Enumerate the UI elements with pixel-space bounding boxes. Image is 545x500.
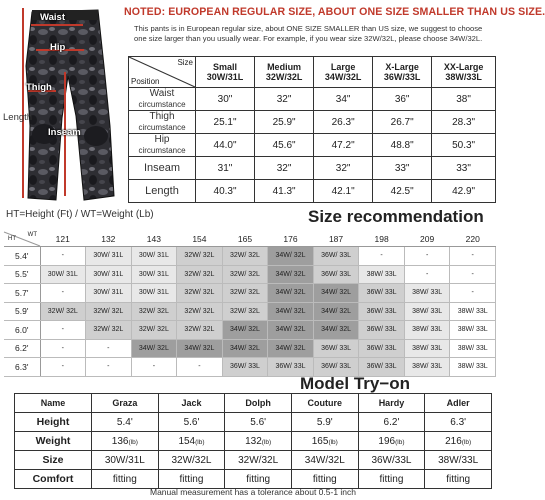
tryon-cell: 196(lb) <box>358 432 425 451</box>
size-col-large: Large 34W/32L <box>314 57 373 88</box>
rec-cell: 36W/ 33L <box>268 358 314 377</box>
tryon-cell: 5.9' <box>291 413 358 432</box>
tryon-cell: 5.6' <box>158 413 225 432</box>
rec-cell: - <box>40 247 86 266</box>
size-row-thigh: Thigh circumstance 25.1" 25.9" 26.3" 26.7" 28.3" <box>129 111 496 134</box>
tryon-cell: 5.4' <box>92 413 159 432</box>
model-name: Dolph <box>225 394 292 413</box>
rec-cell: 36W/ 33L <box>313 358 359 377</box>
rec-weight-header: 154 <box>177 232 223 247</box>
model-name: Adler <box>425 394 492 413</box>
tryon-cell: fitting <box>225 470 292 489</box>
rec-cell: 30W/ 31L <box>86 284 132 303</box>
rec-corner: HT WT <box>4 232 40 247</box>
tryon-cell: 32W/32L <box>225 451 292 470</box>
tryon-cell: fitting <box>158 470 225 489</box>
rec-cell: 38W/ 33L <box>404 321 450 340</box>
tryon-cell: 6.3' <box>425 413 492 432</box>
rec-cell: 38W/ 33L <box>359 265 405 284</box>
tryon-row <box>15 432 492 451</box>
rec-cell: 34W/ 32L <box>268 339 314 358</box>
rec-row <box>4 321 496 340</box>
size-row-length: Length 40.3" 41.3" 42.1" 42.5" 42.9" <box>129 180 496 203</box>
rec-cell: 34W/ 32L <box>313 321 359 340</box>
rec-cell: 34W/ 32L <box>177 339 223 358</box>
camo-pants-image <box>18 6 116 202</box>
model-name: Graza <box>92 394 159 413</box>
rec-row <box>4 265 496 284</box>
rec-cell: 36W/ 33L <box>313 265 359 284</box>
tryon-cell: 136(lb) <box>92 432 159 451</box>
rec-height-label: 6.0' <box>4 321 40 340</box>
tryon-row-label: Height <box>15 413 92 432</box>
tryon-cell: 30W/31L <box>92 451 159 470</box>
rec-height-label: 6.3' <box>4 358 40 377</box>
rec-cell: 32W/ 32L <box>86 302 132 321</box>
rec-weight-header: 209 <box>404 232 450 247</box>
rec-cell: 32W/ 32L <box>222 302 268 321</box>
rec-cell: - <box>131 358 177 377</box>
inseam-label: Inseam <box>48 127 81 138</box>
rec-weight-header: 198 <box>359 232 405 247</box>
rec-cell: - <box>40 358 86 377</box>
rec-cell: - <box>40 339 86 358</box>
rec-cell: 36W/ 33L <box>359 302 405 321</box>
model-tryon-title: Model Try−on <box>300 374 411 393</box>
rec-cell: 30W/ 31L <box>86 247 132 266</box>
tryon-cell: 6.2' <box>358 413 425 432</box>
rec-weight-header: 121 <box>40 232 86 247</box>
rec-cell: 34W/ 32L <box>268 265 314 284</box>
rec-height-label: 6.2' <box>4 339 40 358</box>
model-name: Hardy <box>358 394 425 413</box>
rec-cell: 36W/ 33L <box>313 247 359 266</box>
rec-cell: - <box>450 284 496 303</box>
rec-cell: 38W/ 33L <box>450 358 496 377</box>
rec-cell: 32W/ 32L <box>131 302 177 321</box>
tryon-row <box>15 451 492 470</box>
rec-row <box>4 339 496 358</box>
length-label: Length <box>3 112 33 123</box>
rec-cell: 32W/ 32L <box>177 247 223 266</box>
rec-cell: 34W/ 32L <box>222 321 268 340</box>
rec-height-label: 5.5' <box>4 265 40 284</box>
notice-title: NOTED: EUROPEAN REGULAR SIZE, ABOUT ONE SIZE SMALLER THAN US SIZE. <box>124 6 545 18</box>
hip-label: Hip <box>50 42 66 53</box>
rec-cell: 36W/ 33L <box>359 321 405 340</box>
rec-cell: - <box>450 265 496 284</box>
size-row-waist: Waist circumstance 30" 32" 34" 36" 38" <box>129 88 496 111</box>
rec-cell: 30W/ 31L <box>86 265 132 284</box>
rec-cell: 32W/ 32L <box>177 321 223 340</box>
notice-body: This pants is in European regular size, about ONE SIZE SMALLER than US size, we suggest to choose one size larger than you usually wear. For example, if you wear size 32W/32L, please choose 34W/32L. <box>134 24 483 43</box>
tryon-header-row <box>15 394 492 413</box>
thigh-label: Thigh <box>26 82 52 93</box>
model-name: Couture <box>291 394 358 413</box>
rec-cell: 32W/ 32L <box>40 302 86 321</box>
tolerance-footnote: Manual measurement has a tolerance about 0.5-1 inch <box>150 487 357 497</box>
length-measure-line <box>22 8 24 198</box>
size-row-inseam: Inseam 31" 32" 32" 33" 33" <box>129 157 496 180</box>
rec-weight-header: 143 <box>131 232 177 247</box>
rec-row <box>4 302 496 321</box>
rec-cell: 36W/ 33L <box>359 339 405 358</box>
size-col-medium: Medium 32W/32L <box>255 57 314 88</box>
tryon-cell: 34W/32L <box>291 451 358 470</box>
rec-cell: 36W/ 33L <box>359 358 405 377</box>
waist-measure-line <box>31 24 83 26</box>
tryon-row-label: Comfort <box>15 470 92 489</box>
rec-cell: - <box>450 247 496 266</box>
size-recommendation-table <box>4 232 496 377</box>
tryon-cell: 216(lb) <box>425 432 492 451</box>
tryon-row <box>15 413 492 432</box>
tryon-row <box>15 470 492 489</box>
size-col-xxlarge: XX-Large 38W/33L <box>432 57 496 88</box>
rec-row <box>4 284 496 303</box>
rec-weight-header: 132 <box>86 232 132 247</box>
tryon-cell: fitting <box>291 470 358 489</box>
rec-cell: - <box>86 358 132 377</box>
tryon-cell: fitting <box>92 470 159 489</box>
rec-row <box>4 358 496 377</box>
size-col-xlarge: X-Large 36W/33L <box>373 57 432 88</box>
rec-cell: 38W/ 33L <box>404 302 450 321</box>
rec-height-label: 5.4' <box>4 247 40 266</box>
rec-cell: - <box>404 265 450 284</box>
tryon-cell: 5.6' <box>225 413 292 432</box>
rec-cell: 34W/ 32L <box>268 247 314 266</box>
rec-cell: 34W/ 32L <box>268 321 314 340</box>
tryon-cell: 38W/33L <box>425 451 492 470</box>
waist-label: Waist <box>40 12 65 23</box>
rec-cell: - <box>359 247 405 266</box>
rec-cell: - <box>40 321 86 340</box>
tryon-cell: fitting <box>358 470 425 489</box>
size-row-hip: Hip circumstance 44.0" 45.6" 47.2" 48.8" 50.3" <box>129 134 496 157</box>
rec-cell: - <box>40 284 86 303</box>
rec-cell: 32W/ 32L <box>177 284 223 303</box>
rec-cell: 38W/ 33L <box>404 284 450 303</box>
rec-cell: 36W/ 33L <box>359 284 405 303</box>
rec-cell: 34W/ 32L <box>222 339 268 358</box>
rec-height-label: 5.9' <box>4 302 40 321</box>
pants-illustration <box>0 0 122 205</box>
rec-cell: 38W/ 33L <box>404 358 450 377</box>
rec-cell: 32W/ 32L <box>177 302 223 321</box>
rec-cell: 30W/ 31L <box>131 247 177 266</box>
rec-weight-header: 187 <box>313 232 359 247</box>
rec-cell: 34W/ 32L <box>313 284 359 303</box>
rec-cell: 32W/ 32L <box>222 265 268 284</box>
tryon-cell: 36W/33L <box>358 451 425 470</box>
rec-cell: 36W/ 33L <box>222 358 268 377</box>
tryon-cell: 165(lb) <box>291 432 358 451</box>
corner-size-label: Size <box>177 58 193 67</box>
model-name: Jack <box>158 394 225 413</box>
corner-position-label: Position <box>131 77 160 86</box>
tryon-name-label: Name <box>15 394 92 413</box>
rec-cell: 36W/ 33L <box>313 339 359 358</box>
rec-cell: 38W/ 33L <box>404 339 450 358</box>
rec-cell: - <box>177 358 223 377</box>
ht-wt-legend: HT=Height (Ft) / WT=Weight (Lb) <box>6 209 154 220</box>
rec-cell: 32W/ 32L <box>177 265 223 284</box>
rec-cell: - <box>86 339 132 358</box>
rec-cell: 32W/ 32L <box>222 284 268 303</box>
tryon-cell: 132(lb) <box>225 432 292 451</box>
rec-cell: 34W/ 32L <box>268 302 314 321</box>
rec-weight-header: 176 <box>268 232 314 247</box>
size-col-small: Small 30W/31L <box>196 57 255 88</box>
rec-cell: 38W/ 33L <box>450 321 496 340</box>
tryon-cell: 32W/32L <box>158 451 225 470</box>
model-tryon-table <box>14 393 492 489</box>
rec-cell: - <box>404 247 450 266</box>
rec-cell: 34W/ 32L <box>313 302 359 321</box>
tryon-cell: 154(lb) <box>158 432 225 451</box>
rec-cell: 34W/ 32L <box>268 284 314 303</box>
size-chart-corner <box>129 57 196 88</box>
rec-cell: 32W/ 32L <box>131 321 177 340</box>
rec-row <box>4 247 496 266</box>
rec-header-row <box>4 232 496 247</box>
rec-cell: 30W/ 31L <box>131 284 177 303</box>
tryon-row-label: Size <box>15 451 92 470</box>
rec-weight-header: 165 <box>222 232 268 247</box>
rec-cell: 30W/ 31L <box>40 265 86 284</box>
rec-weight-header: 220 <box>450 232 496 247</box>
tryon-cell: fitting <box>425 470 492 489</box>
rec-cell: 30W/ 31L <box>131 265 177 284</box>
size-recommendation-title: Size recommendation <box>308 207 484 226</box>
rec-cell: 38W/ 33L <box>450 339 496 358</box>
size-chart-table <box>128 56 496 203</box>
rec-height-label: 5.7' <box>4 284 40 303</box>
rec-cell: 32W/ 32L <box>222 247 268 266</box>
rec-cell: 34W/ 32L <box>131 339 177 358</box>
rec-cell: 32W/ 32L <box>86 321 132 340</box>
tryon-row-label: Weight <box>15 432 92 451</box>
rec-cell: 38W/ 33L <box>450 302 496 321</box>
